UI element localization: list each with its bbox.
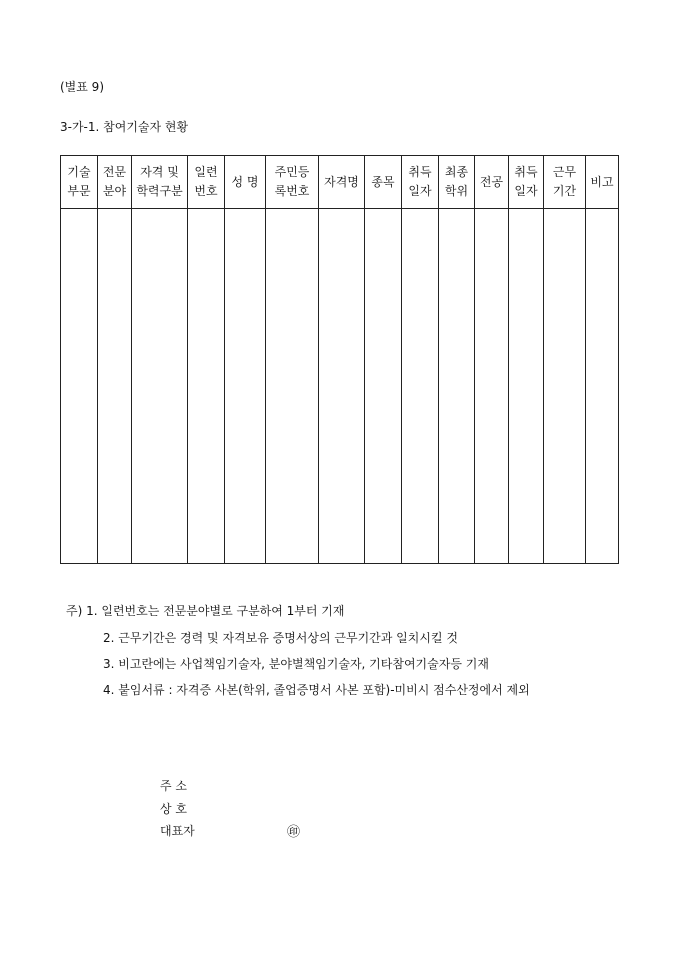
column-header [439,156,475,209]
column-header-line: 기술 [67,165,91,179]
table-header-row [61,156,619,209]
table-cell[interactable] [188,209,225,564]
table-cell[interactable] [439,209,475,564]
column-header-line: 취득 [408,165,432,179]
column-header-line: 분야 [102,184,127,198]
column-header [365,156,402,209]
column-header [132,156,188,209]
table-cell[interactable] [132,209,188,564]
column-header-line: 전문 [102,165,127,179]
column-header [509,156,544,209]
column-header-line: 자격명 [324,174,359,189]
column-header-line: 전공 [479,174,504,189]
column-header-line: 근무 [552,165,577,179]
column-header [475,156,509,209]
column-header [544,156,586,209]
column-header-line: 취득 [514,165,538,179]
company-label: 상 호 [160,802,187,816]
technician-table [60,155,619,564]
column-header-line: 일련 [194,165,218,179]
note-3: 3. 비고란에는 사업책임기술자, 분야별책임기술자, 기타참여기술자등 기재 [103,657,489,671]
table-cell[interactable] [98,209,132,564]
table-body-row [61,209,619,564]
column-header-line: 번호 [194,184,218,198]
column-header [266,156,319,209]
table-cell[interactable] [266,209,319,564]
column-header-line: 부문 [67,184,91,198]
section-title: 3-가-1. 참여기술자 현황 [60,120,189,134]
column-header-line: 기간 [552,184,577,198]
representative-label: 대표자 [160,824,195,838]
note-2: 2. 근무기간은 경력 및 자격보유 증명서상의 근무기간과 일치시킬 것 [103,631,458,645]
column-header-line: 학력구분 [136,184,183,198]
seal-mark: ㊞ [287,825,301,840]
table-cell[interactable] [586,209,619,564]
column-header-line: 종목 [371,174,395,189]
column-header [61,156,98,209]
table-cell[interactable] [365,209,402,564]
column-header [586,156,619,209]
table-cell[interactable] [475,209,509,564]
table-cell[interactable] [509,209,544,564]
annex-label: (별표 9) [60,80,104,94]
note-1: 주) 1. 일련번호는 전문분야별로 구분하여 1부터 기재 [66,604,345,618]
table-cell[interactable] [61,209,98,564]
column-header [319,156,365,209]
table-cell[interactable] [225,209,266,564]
address-label: 주 소 [160,779,187,793]
column-header-line: 일자 [408,184,432,198]
column-header-line: 록번호 [274,184,310,198]
column-header [402,156,439,209]
column-header-line: 일자 [514,184,538,198]
note-4: 4. 붙임서류 : 자격증 사본(학위, 졸업증명서 사본 포함)-미비시 점수산정에서 제외 [103,683,530,697]
column-header [188,156,225,209]
table-cell[interactable] [402,209,439,564]
column-header-line: 학위 [444,184,469,198]
column-header-line: 비고 [590,174,614,189]
column-header-line: 주민등 [274,165,310,179]
table-cell[interactable] [319,209,365,564]
column-header-line: 자격 및 [140,165,179,179]
column-header [225,156,266,209]
column-header-line: 최종 [444,165,469,179]
table-cell[interactable] [544,209,586,564]
column-header [98,156,132,209]
column-header-line: 성 명 [231,174,259,189]
